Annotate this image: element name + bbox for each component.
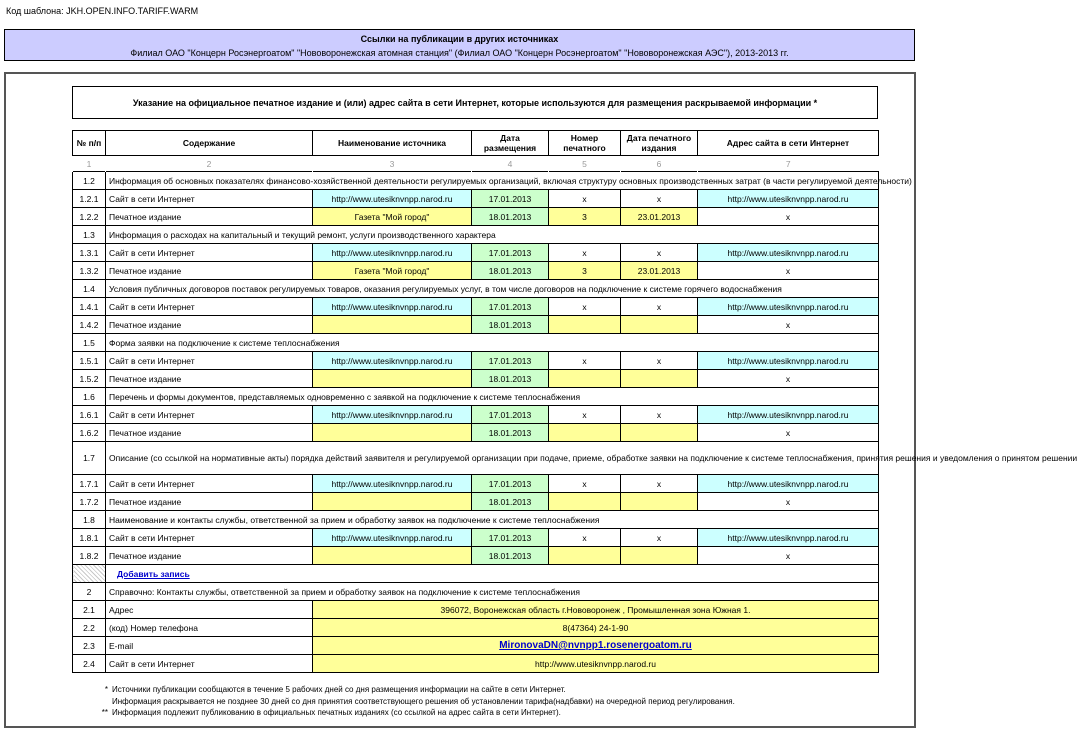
contact-row: [73, 655, 879, 673]
issue-date-input[interactable]: [621, 316, 698, 334]
section-title: Информация о расходах на капитальный и текущий ремонт, услуги производственного характера: [106, 226, 879, 244]
add-record-cell: [106, 565, 879, 583]
source-input[interactable]: http://www.utesiknvnpp.narod.ru: [313, 475, 472, 493]
footnote-text: Информация подлежит публикованию в официальных печатных изданиях (со ссылкой на адрес сайта в сети Интернет).: [112, 708, 561, 717]
section-title: Справочно: Контакты службы, ответственной за прием и обработку заявок на подключение к системе теплоснабжения: [106, 583, 879, 601]
contact-row: [73, 637, 879, 655]
issue-date-value: x: [621, 190, 698, 208]
table-header-row: [73, 131, 879, 156]
col-number: 6: [621, 156, 698, 172]
row-number: 1.2.1: [73, 190, 106, 208]
site-row: [73, 352, 879, 370]
issue-input[interactable]: [549, 370, 621, 388]
date-input[interactable]: 17.01.2013: [472, 298, 549, 316]
address-value: x: [698, 316, 879, 334]
report-title: Ссылки на публикации в других источниках: [360, 34, 559, 44]
print-row: [73, 370, 879, 388]
address-value: x: [698, 370, 879, 388]
print-row: [73, 262, 879, 280]
col-number: 5: [549, 156, 621, 172]
source-input[interactable]: Газета "Мой город": [313, 262, 472, 280]
address-value: x: [698, 547, 879, 565]
section-title: Описание (со ссылкой на нормативные акты) порядка действий заявителя и регулируемой организации при подаче, приеме, обработке заявки на подключение к системе теплоснабжения, принятия решения и уведомления о принятом решении: [106, 442, 879, 475]
report-subtitle: Филиал ОАО "Концерн Росэнергоатом" "Нововоронежская атомная станция" (Филиал ОАО "Концерн Росэнергоатом" "Нововоронежская АЭС"), 2013-2013 гг.: [130, 48, 789, 58]
section-row: [73, 280, 879, 298]
date-input[interactable]: 17.01.2013: [472, 190, 549, 208]
row-number: 2.4: [73, 655, 106, 673]
publications-table: [72, 130, 1077, 673]
row-number: 1.7.2: [73, 493, 106, 511]
col-number: 3: [313, 156, 472, 172]
site-row: [73, 475, 879, 493]
footnote-text: Источники публикации сообщаются в течение 5 рабочих дней со дня размещения информации на сайте в сети Интернет.: [112, 685, 566, 694]
row-label: Печатное издание: [106, 370, 313, 388]
address-input[interactable]: http://www.utesiknvnpp.narod.ru: [698, 406, 879, 424]
address-value: x: [698, 424, 879, 442]
row-number: 1.7.1: [73, 475, 106, 493]
print-row: [73, 547, 879, 565]
footnote-mark: **: [101, 708, 108, 717]
section-title: Условия публичных договоров поставок регулируемых товаров, оказания регулируемых услуг, в том числе договоров на подключение к системе горячего водоснабжения: [106, 280, 879, 298]
issue-input[interactable]: [549, 424, 621, 442]
section-number: 2: [73, 583, 106, 601]
date-input[interactable]: 18.01.2013: [472, 208, 549, 226]
section-row: [73, 442, 879, 475]
source-input[interactable]: http://www.utesiknvnpp.narod.ru: [313, 529, 472, 547]
section-row: [73, 226, 879, 244]
section-number: 1.4: [73, 280, 106, 298]
issue-value: x: [549, 298, 621, 316]
row-number: 2.2: [73, 619, 106, 637]
section-title: Перечень и формы документов, представляемых одновременно с заявкой на подключение к системе теплоснабжения: [106, 388, 879, 406]
address-value: x: [698, 208, 879, 226]
row-label: Сайт в сети Интернет: [106, 352, 313, 370]
issue-date-value: x: [621, 475, 698, 493]
row-number: 1.5.1: [73, 352, 106, 370]
row-number: 2.1: [73, 601, 106, 619]
date-input[interactable]: 17.01.2013: [472, 475, 549, 493]
col-header-issue: Номер печатного: [549, 131, 621, 156]
print-row: [73, 208, 879, 226]
date-input[interactable]: 18.01.2013: [472, 370, 549, 388]
source-input[interactable]: http://www.utesiknvnpp.narod.ru: [313, 406, 472, 424]
date-input[interactable]: 18.01.2013: [472, 262, 549, 280]
issue-date-value: x: [621, 406, 698, 424]
section-row: [73, 334, 879, 352]
row-number: 1.4.1: [73, 298, 106, 316]
hatch-cell: [73, 565, 106, 583]
row-label: Сайт в сети Интернет: [106, 529, 313, 547]
row-label: Сайт в сети Интернет: [106, 298, 313, 316]
email-link[interactable]: MironovaDN@nvnpp1.rosenergoatom.ru: [499, 640, 692, 651]
issue-value: x: [549, 190, 621, 208]
source-input[interactable]: http://www.utesiknvnpp.narod.ru: [313, 352, 472, 370]
report-header: [4, 29, 915, 61]
print-row: [73, 493, 879, 511]
section-row: [73, 511, 879, 529]
issue-date-value: x: [621, 244, 698, 262]
row-number: 1.8.2: [73, 547, 106, 565]
issue-input[interactable]: [549, 316, 621, 334]
add-record-row: [73, 565, 879, 583]
row-number: 1.3.2: [73, 262, 106, 280]
col-number: 7: [698, 156, 879, 172]
issue-date-input[interactable]: [621, 547, 698, 565]
issue-value: x: [549, 529, 621, 547]
section-row: [73, 172, 879, 190]
issue-date-input[interactable]: 23.01.2013: [621, 262, 698, 280]
site-row: [73, 190, 879, 208]
section-row: [73, 388, 879, 406]
row-label: Печатное издание: [106, 493, 313, 511]
row-number: 1.2.2: [73, 208, 106, 226]
contact-input[interactable]: http://www.utesiknvnpp.narod.ru: [313, 655, 879, 673]
issue-date-input[interactable]: [621, 493, 698, 511]
source-input[interactable]: http://www.utesiknvnpp.narod.ru: [313, 244, 472, 262]
issue-date-value: x: [621, 298, 698, 316]
address-input[interactable]: http://www.utesiknvnpp.narod.ru: [698, 352, 879, 370]
issue-date-input[interactable]: [621, 424, 698, 442]
indication-caption: Указание на официальное печатное издание и (или) адрес сайта в сети Интернет, которые используются для размещения раскрываемой информации *: [72, 86, 878, 119]
date-input[interactable]: 17.01.2013: [472, 244, 549, 262]
site-row: [73, 244, 879, 262]
date-input[interactable]: 18.01.2013: [472, 547, 549, 565]
address-input[interactable]: http://www.utesiknvnpp.narod.ru: [698, 298, 879, 316]
row-number: 1.5.2: [73, 370, 106, 388]
print-row: [73, 316, 879, 334]
col-header-content: Содержание: [106, 131, 313, 156]
row-label: Печатное издание: [106, 208, 313, 226]
address-input[interactable]: http://www.utesiknvnpp.narod.ru: [698, 190, 879, 208]
col-number: 1: [73, 156, 106, 172]
row-label: E-mail: [106, 637, 313, 655]
section-title: Форма заявки на подключение к системе теплоснабжения: [106, 334, 879, 352]
issue-value: x: [549, 406, 621, 424]
issue-input[interactable]: 3: [549, 262, 621, 280]
row-number: 1.6.1: [73, 406, 106, 424]
date-input[interactable]: 17.01.2013: [472, 406, 549, 424]
source-input[interactable]: http://www.utesiknvnpp.narod.ru: [313, 190, 472, 208]
print-row: [73, 424, 879, 442]
date-input[interactable]: 18.01.2013: [472, 493, 549, 511]
address-input[interactable]: http://www.utesiknvnpp.narod.ru: [698, 244, 879, 262]
col-header-date: Дата размещения: [472, 131, 549, 156]
row-label: Печатное издание: [106, 424, 313, 442]
row-label: Печатное издание: [106, 316, 313, 334]
site-row: [73, 298, 879, 316]
section-title: Наименование и контакты службы, ответственной за прием и обработку заявок на подключение к системе теплоснабжения: [106, 511, 879, 529]
issue-date-input[interactable]: 23.01.2013: [621, 208, 698, 226]
issue-input[interactable]: 3: [549, 208, 621, 226]
address-value: x: [698, 493, 879, 511]
contact-input[interactable]: 8(47364) 24-1-90: [313, 619, 879, 637]
col-number: 2: [106, 156, 313, 172]
add-record-link[interactable]: Добавить запись: [117, 568, 190, 579]
contact-input[interactable]: 396072, Воронежская область г.Нововоронеж , Промышленная зона Южная 1.: [313, 601, 879, 619]
section-title: Информация об основных показателях финансово-хозяйственной деятельности регулируемых организаций, включая структуру основных производственных затрат (в части регулируемой деятельности): [106, 172, 879, 190]
row-label: Сайт в сети Интернет: [106, 475, 313, 493]
address-input[interactable]: http://www.utesiknvnpp.narod.ru: [698, 529, 879, 547]
section-number: 1.7: [73, 442, 106, 475]
issue-date-value: x: [621, 352, 698, 370]
col-header-num: № п/п: [73, 131, 106, 156]
section-number: 1.5: [73, 334, 106, 352]
contact-row: [73, 601, 879, 619]
section-number: 1.2: [73, 172, 106, 190]
date-input[interactable]: 18.01.2013: [472, 424, 549, 442]
issue-input[interactable]: [549, 493, 621, 511]
issue-input[interactable]: [549, 547, 621, 565]
row-label: Печатное издание: [106, 262, 313, 280]
row-number: 2.3: [73, 637, 106, 655]
row-label: Сайт в сети Интернет: [106, 655, 313, 673]
reference-section-row: [73, 583, 879, 601]
contact-row: [73, 619, 879, 637]
date-input[interactable]: 18.01.2013: [472, 316, 549, 334]
issue-value: x: [549, 352, 621, 370]
row-number: 1.8.1: [73, 529, 106, 547]
footnote-mark: *: [104, 685, 108, 694]
source-input[interactable]: http://www.utesiknvnpp.narod.ru: [313, 298, 472, 316]
row-label: Адрес: [106, 601, 313, 619]
section-number: 1.6: [73, 388, 106, 406]
footnotes: [96, 684, 735, 719]
issue-value: x: [549, 475, 621, 493]
col-header-address: Адрес сайта в сети Интернет: [698, 131, 879, 156]
row-label: Сайт в сети Интернет: [106, 406, 313, 424]
issue-date-value: x: [621, 529, 698, 547]
site-row: [73, 529, 879, 547]
site-row: [73, 406, 879, 424]
date-input[interactable]: 17.01.2013: [472, 352, 549, 370]
template-code: Код шаблона: JKH.OPEN.INFO.TARIFF.WARM: [6, 6, 199, 16]
col-number: 4: [472, 156, 549, 172]
row-number: 1.4.2: [73, 316, 106, 334]
section-number: 1.3: [73, 226, 106, 244]
source-input[interactable]: [313, 547, 472, 565]
row-label: Печатное издание: [106, 547, 313, 565]
row-label: (код) Номер телефона: [106, 619, 313, 637]
row-number: 1.6.2: [73, 424, 106, 442]
issue-date-input[interactable]: [621, 370, 698, 388]
issue-value: x: [549, 244, 621, 262]
footnote-text: Информация раскрывается не позднее 30 дней со дня принятия соответствующего решения об установлении тарифа(надбавки) на очередной период регулирования.: [112, 696, 735, 706]
source-input[interactable]: [313, 424, 472, 442]
col-header-issue-date: Дата печатного издания: [621, 131, 698, 156]
email-input[interactable]: [313, 637, 879, 655]
row-label: Сайт в сети Интернет: [106, 244, 313, 262]
column-number-row: [73, 156, 879, 172]
address-value: x: [698, 262, 879, 280]
col-header-source: Наименование источника: [313, 131, 472, 156]
source-input[interactable]: [313, 316, 472, 334]
source-input[interactable]: [313, 493, 472, 511]
address-input[interactable]: http://www.utesiknvnpp.narod.ru: [698, 475, 879, 493]
date-input[interactable]: 17.01.2013: [472, 529, 549, 547]
row-label: Сайт в сети Интернет: [106, 190, 313, 208]
section-number: 1.8: [73, 511, 106, 529]
source-input[interactable]: Газета "Мой город": [313, 208, 472, 226]
row-number: 1.3.1: [73, 244, 106, 262]
source-input[interactable]: [313, 370, 472, 388]
